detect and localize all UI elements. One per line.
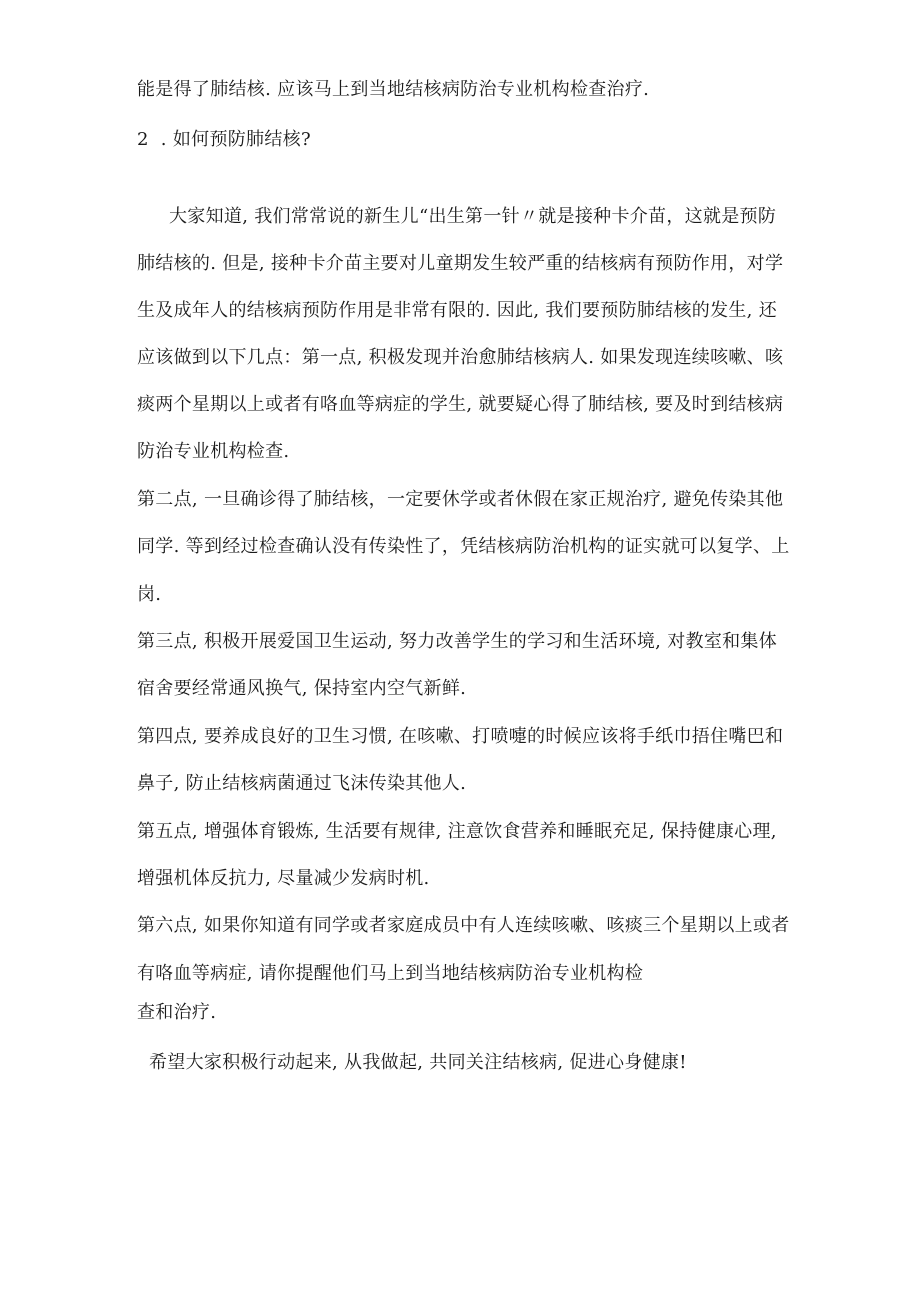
text-line: 有咯血等病症, 请你提醒他们马上到当地结核病防治专业机构检 — [137, 963, 644, 984]
text-line: 增强机体反抗力, 尽量减少发病时机. — [137, 868, 430, 889]
text-line: 生及成年人的结核病预防作用是非常有限的. 因此, 我们要预防肺结核的发生, 还 — [137, 300, 778, 321]
text-line: 第五点, 增强体育锻炼, 生活要有规律, 注意饮食营养和睡眠充足, 保持健康心理, — [137, 821, 777, 842]
text-line: 鼻子, 防止结核病菌通过飞沫传染其他人. — [137, 773, 467, 794]
section-heading: 2 . 如何预防肺结核? — [137, 129, 311, 150]
text-line: 痰两个星期以上或者有咯血等病症的学生, 就要疑心得了肺结核, 要及时到结核病 — [137, 394, 784, 415]
text-line: 应该做到以下几点：第一点, 积极发现并治愈肺结核病人. 如果发现连续咳嗽、咳 — [137, 347, 784, 368]
text-line: 第四点, 要养成良好的卫生习惯, 在咳嗽、打喷嚏的时候应该将手纸巾捂住嘴巴和 — [137, 726, 784, 747]
text-line: 能是得了肺结核. 应该马上到当地结核病防治专业机构检查治疗. — [137, 79, 650, 100]
text-line: 第六点, 如果你知道有同学或者家庭成员中有人连续咳嗽、咳痰三个星期以上或者 — [137, 915, 790, 936]
text-line: 第三点, 积极开展爱国卫生运动, 努力改善学生的学习和生活环境, 对教室和集体 — [137, 631, 778, 652]
text-line: 肺结核的. 但是, 接种卡介苗主要对儿童期发生较严重的结核病有预防作用，对学 — [137, 253, 784, 274]
closing-line: 希望大家积极行动起来, 从我做起, 共同关注结核病, 促进心身健康! — [149, 1052, 687, 1073]
text-line: 防治专业机构检查. — [137, 441, 290, 462]
text-line: 大家知道, 我们常常说的新生儿“出生第一针〃就是接种卡介苗，这就是预防 — [169, 206, 777, 227]
text-line: 岗. — [137, 584, 162, 605]
text-line: 同学. 等到经过检查确认没有传染性了，凭结核病防治机构的证实就可以复学、上 — [137, 536, 790, 557]
text-line: 第二点, 一旦确诊得了肺结核，一定要休学或者休假在家正规治疗, 避免传染其他 — [137, 489, 784, 510]
text-line: 宿舍要经常通风换气, 保持室内空气新鲜. — [137, 678, 467, 699]
text-line: 查和治疗. — [137, 1002, 217, 1023]
